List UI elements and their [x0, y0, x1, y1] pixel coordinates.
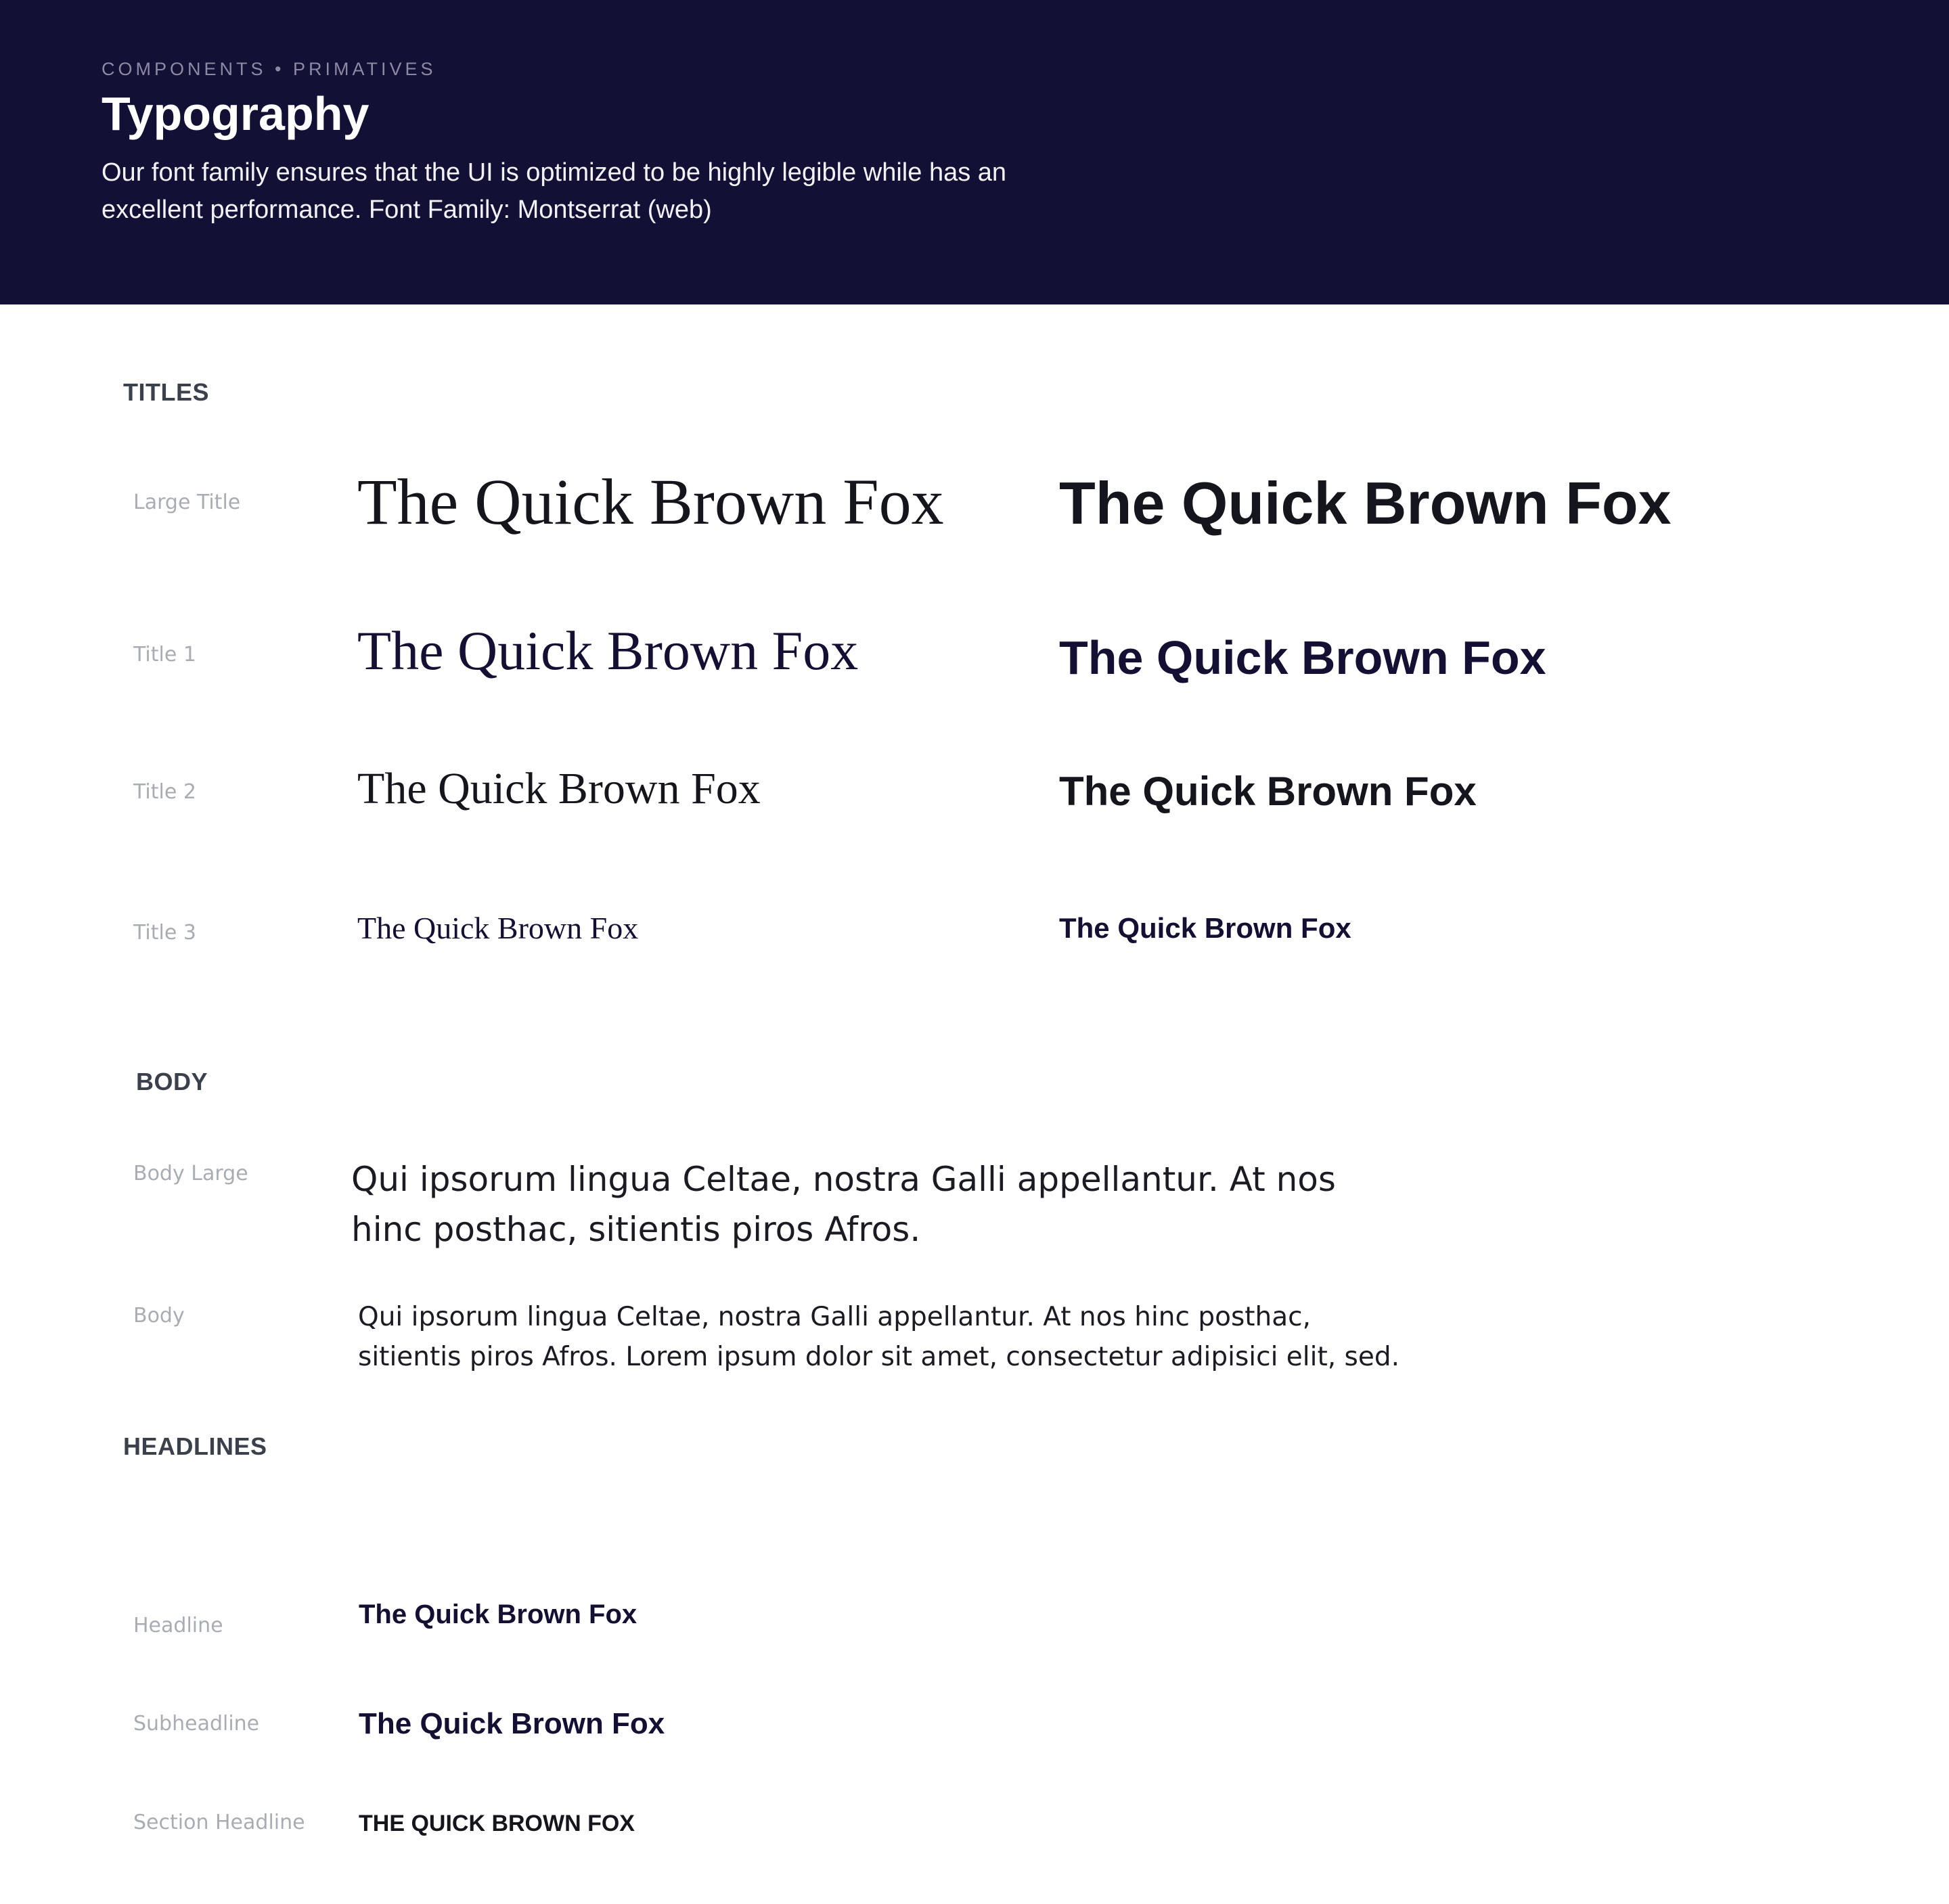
title-2-serif-sample: The Quick Brown Fox — [357, 764, 761, 813]
page-title: Typography — [102, 87, 369, 140]
title-2-sans-sample: The Quick Brown Fox — [1059, 769, 1477, 814]
page-header — [0, 0, 1949, 304]
title-3-serif-sample: The Quick Brown Fox — [357, 911, 639, 945]
section-heading-body: BODY — [136, 1068, 208, 1095]
row-label-body: Body — [133, 1304, 185, 1328]
subheadline-sample: The Quick Brown Fox — [359, 1707, 665, 1740]
row-label-title-2: Title 2 — [133, 780, 196, 804]
large-title-sans-sample: The Quick Brown Fox — [1059, 470, 1672, 537]
row-label-subheadline: Subheadline — [133, 1712, 260, 1736]
row-label-large-title: Large Title — [133, 491, 241, 514]
title-1-serif-sample: The Quick Brown Fox — [357, 620, 859, 681]
large-title-serif-sample: The Quick Brown Fox — [357, 466, 944, 538]
row-label-title-1: Title 1 — [133, 643, 196, 666]
title-1-sans-sample: The Quick Brown Fox — [1059, 631, 1546, 684]
headline-sample: The Quick Brown Fox — [359, 1600, 637, 1629]
section-heading-headlines: HEADLINES — [123, 1432, 267, 1460]
row-label-section-headline: Section Headline — [133, 1811, 305, 1834]
breadcrumb: COMPONENTS • PRIMATIVES — [102, 59, 436, 79]
row-label-headline: Headline — [133, 1614, 223, 1637]
body-sample: Qui ipsorum lingua Celtae, nostra Galli appellantur. At nos hinc posthac, sitientis piros Afros. Lorem ipsum dolor sit amet, consectetur adipisici elit, sed. — [358, 1302, 1400, 1372]
title-3-sans-sample: The Quick Brown Fox — [1059, 912, 1351, 944]
section-heading-titles: TITLES — [123, 378, 209, 406]
page-description: Our font family ensures that the UI is optimized to be highly legible while has an excellent performance. Font Family: Montserrat (web) — [102, 158, 1007, 224]
section-headline-sample: THE QUICK BROWN FOX — [359, 1811, 635, 1836]
body-large-sample: Qui ipsorum lingua Celtae, nostra Galli appellantur. At nos hinc posthac, sitientis piros Afros. — [351, 1160, 1336, 1249]
row-label-body-large: Body Large — [133, 1162, 248, 1185]
row-label-title-3: Title 3 — [133, 921, 196, 945]
